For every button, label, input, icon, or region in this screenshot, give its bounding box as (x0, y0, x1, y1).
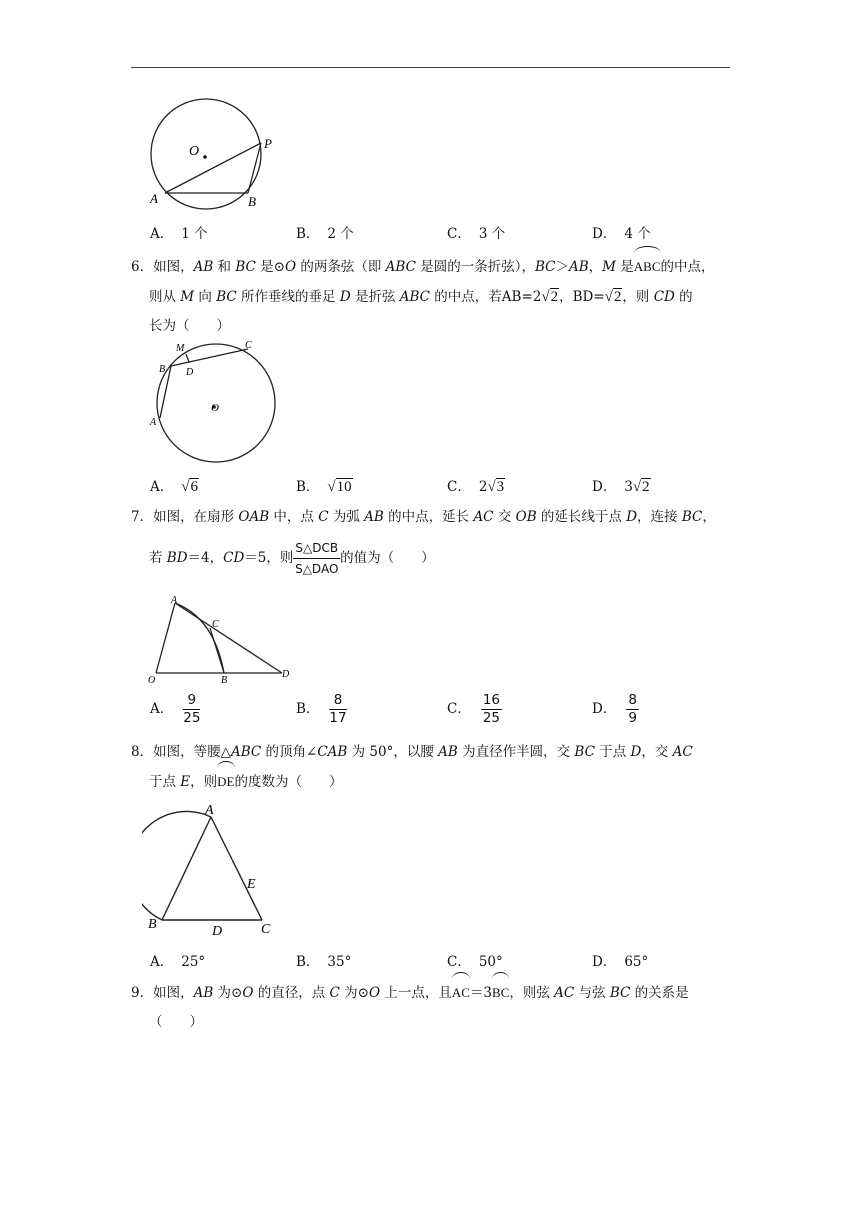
q5-option-d[interactable]: D． 4 个 (592, 226, 651, 242)
q8-option-b[interactable]: B． 35° (296, 954, 352, 970)
q7-figure (142, 592, 297, 686)
q5-label-a: A (150, 191, 158, 206)
q6-sqrt-ab: √2 (541, 289, 559, 305)
q7-area-ratio: S△DCB S△DAO (293, 538, 340, 579)
q6-segment-md (186, 354, 189, 362)
q8-label-e: E (247, 877, 256, 892)
q5-label-b: B (248, 194, 256, 209)
q6-label-a: A (150, 417, 157, 428)
q8-line1: 8．如图，等腰△ABC 的顶角∠CAB 为 50°，以腰 AB 为直径作半圆，交 BC 于点 D，交 AC (131, 744, 693, 760)
q7-label-o: O (148, 675, 156, 686)
q6-option-a[interactable]: A． √6 (150, 479, 198, 495)
q6-line3: 长为（ ） (149, 318, 230, 334)
q9-stem (131, 978, 731, 1037)
q5-figure (140, 96, 290, 212)
q8-option-a[interactable]: A． 25° (150, 954, 206, 970)
q5-center-dot (203, 155, 207, 159)
q8-label-c: C (261, 922, 271, 937)
q8-semicircle (142, 811, 211, 920)
q5-option-c[interactable]: C． 3 个 (447, 226, 506, 242)
q8-label-d: D (212, 924, 223, 939)
q7-arc-ab (175, 603, 224, 673)
q6-option-b[interactable]: B． √10 (296, 479, 352, 495)
q6-label-c: C (245, 340, 252, 351)
q6-label-o: O (211, 402, 219, 414)
q8-option-d[interactable]: D． 65° (592, 954, 649, 970)
header-rule (131, 67, 730, 68)
q7-option-a[interactable]: A． $\frac{9}{25}$ (150, 692, 201, 726)
q7-label-d: D (282, 669, 290, 680)
q9-arc-bc: BC (492, 978, 509, 1007)
q7-chord-bc (210, 628, 224, 673)
q6-option-d[interactable]: D． 3√2 (592, 479, 650, 495)
q8-line2: 于点 E，则DE的度数为（ ） (131, 767, 731, 797)
q7-radius-oa (156, 603, 175, 673)
q7-stem (131, 503, 731, 584)
q6-line2: 则从 M 向 BC 所作垂线的垂足 D 是折弦 ABC 的中点，若AB=2√2，BD=√2，则 CD 的 (131, 282, 731, 312)
q7-line2: 若 BD＝4，CD＝5，则 S△DCB S△DAO 的值为（ ） (131, 532, 731, 584)
q8-label-b: B (148, 917, 157, 932)
q9-arc-ac: AC (452, 978, 470, 1007)
q5-label-p: P (264, 136, 272, 151)
q6-label-m: M (176, 343, 185, 354)
q8-side-ac (211, 817, 262, 920)
q9-line2: （ ） (149, 1014, 203, 1030)
q7-option-c[interactable]: C． $\frac{16}{25}$ (447, 692, 501, 726)
q6-line1: 6．如图，AB 和 BC 是⊙O 的两条弦（即 ABC 是圆的一条折弦），BC＞AB，M 是ABC的中点， (131, 252, 731, 282)
q6-option-c[interactable]: C． 2√3 (447, 479, 505, 495)
q5-option-a[interactable]: A． 1 个 (150, 226, 208, 242)
q8-arc-de: DE (217, 767, 234, 796)
q6-label-b: B (159, 364, 166, 375)
q7-line-ad (175, 603, 282, 673)
q6-figure (142, 338, 282, 468)
q6-sqrt-bd: √2 (604, 289, 622, 305)
q8-stem (131, 738, 731, 797)
q8-option-c[interactable]: C． 50° (447, 954, 503, 970)
q6-stem (131, 252, 731, 341)
q7-label-a: A (171, 595, 178, 606)
q7-option-d[interactable]: D． $\frac{8}{9}$ (592, 692, 637, 726)
q5-label-o: O (189, 144, 200, 159)
q7-label-b: B (221, 675, 228, 686)
q7-line1: 7．如图，在扇形 OAB 中，点 C 为弧 AB 的中点，延长 AC 交 OB 的延长线于点 D，连接 BC， (131, 509, 716, 525)
q9-line1: 9．如图，AB 为⊙O 的直径，点 C 为⊙O 上一点，且AC＝3BC，则弦 AC 与弦 BC 的关系是 (131, 978, 731, 1008)
q6-arc-abc: ABC (634, 252, 661, 281)
q8-figure (142, 800, 282, 940)
q8-side-ab (162, 817, 211, 920)
q7-label-c: C (212, 619, 219, 630)
q7-option-b[interactable]: B． $\frac{8}{17}$ (296, 692, 347, 726)
q5-option-b[interactable]: B． 2 个 (296, 226, 354, 242)
q8-label-a: A (205, 803, 214, 818)
q6-label-d: D (186, 367, 194, 378)
q5-chord-ap (165, 143, 261, 193)
